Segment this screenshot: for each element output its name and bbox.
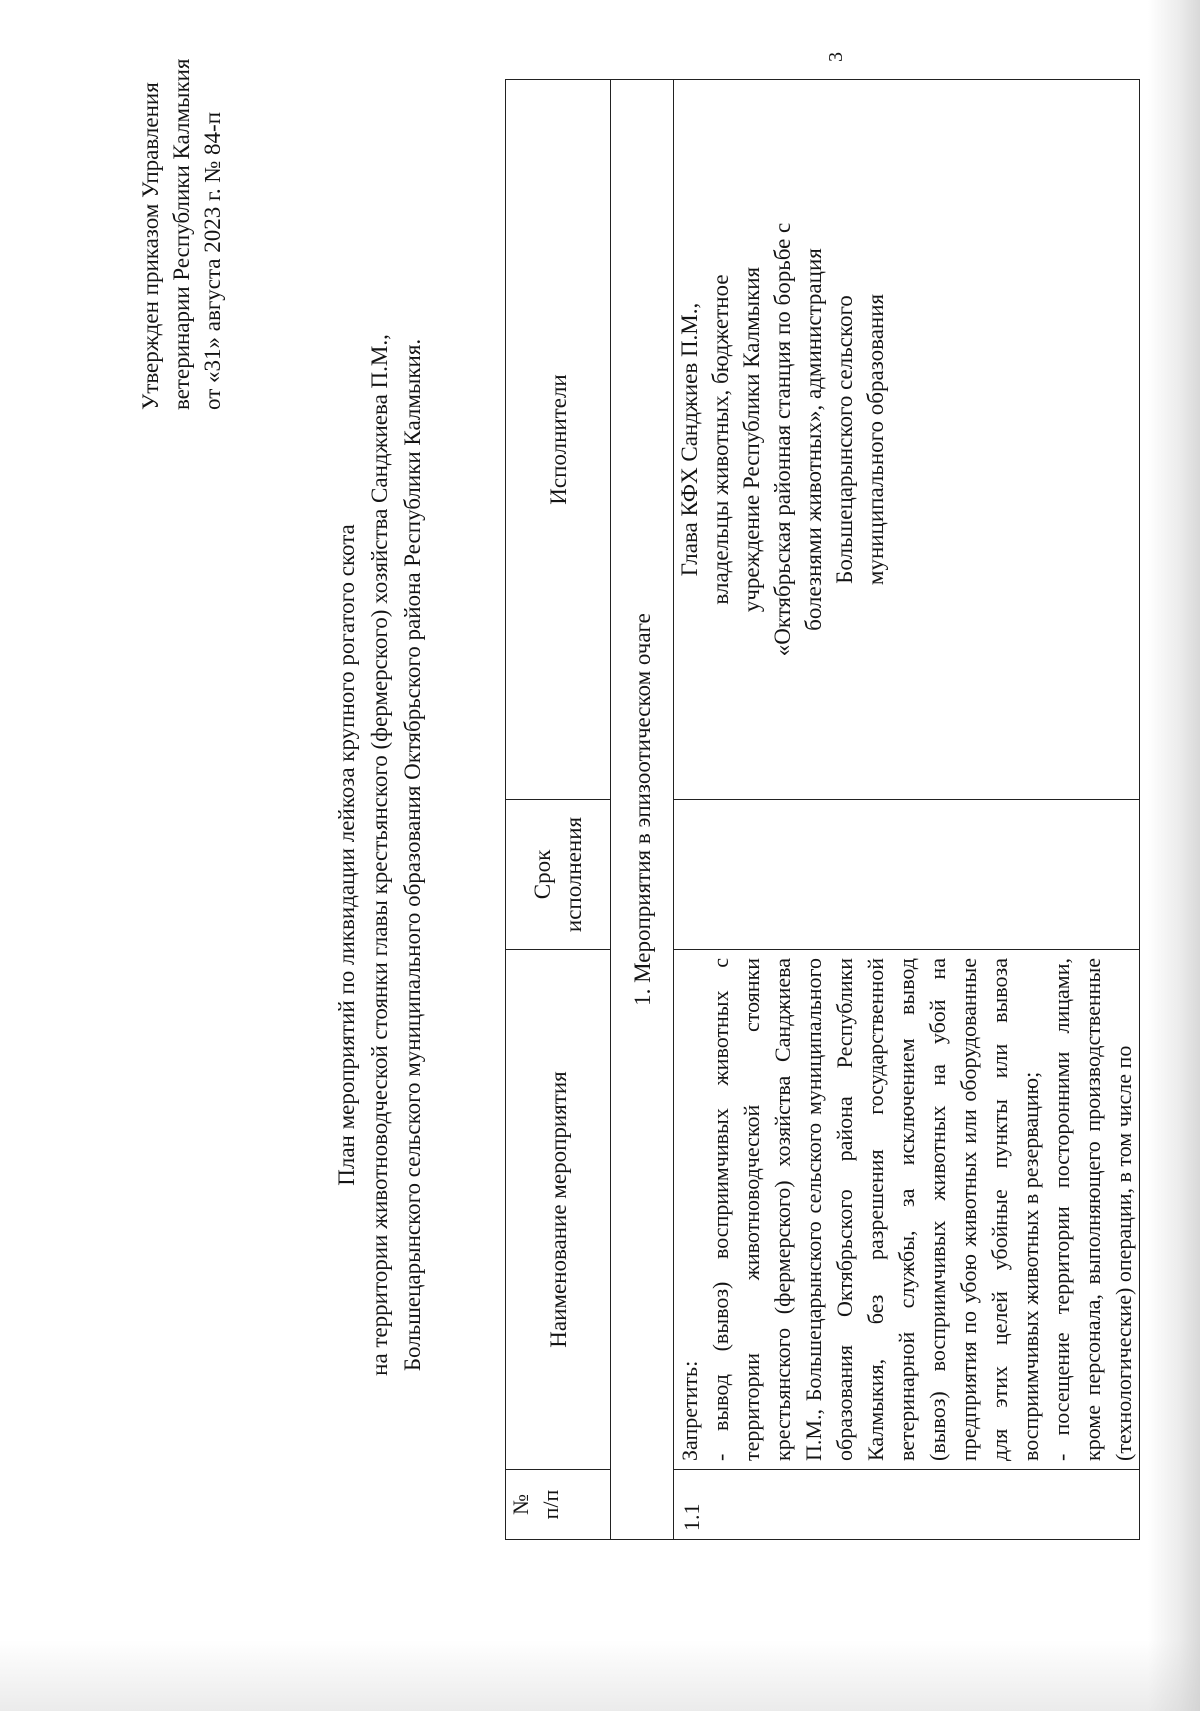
executor-line: «Октябрьская районная станция по борьбе с (770, 222, 795, 657)
executor-line: владельцы животных, бюджетное (708, 274, 733, 605)
measure-line: - посещение территории посторонними лицами, кроме персонала, выполняющего производственные (технологические) операции, в том числе по (1049, 958, 1136, 1461)
measure-line: Запретить: (677, 1360, 702, 1461)
header-measure-name: Наименование мероприятия (506, 950, 611, 1470)
section-title: 1. Мероприятия в эпизоотическом очаге (611, 80, 674, 1540)
approval-line: ветеринарии Республики Калмыкия (169, 58, 194, 410)
term-cell (674, 800, 1140, 950)
executor-line: муниципального образования (863, 293, 888, 586)
executor-line: учреждение Республики Калмыкия (739, 266, 764, 613)
plan-title-line: Большецарынского сельского муниципального образования Октябрьского района Республики Калмыкия. (400, 338, 425, 1372)
rotated-document-content (25, 40, 1200, 1690)
header-executors: Исполнители (506, 80, 611, 800)
executor-line: Глава КФХ Санджиев П.М., (677, 302, 702, 577)
plan-title (330, 170, 429, 1540)
header-term: Срок исполнения (506, 800, 611, 950)
section-row (611, 80, 674, 1540)
row-number: 1.1 (674, 1470, 1140, 1540)
header-number-sign: № (508, 1494, 533, 1515)
measures-table (505, 79, 1140, 1540)
approval-line: от «31» августа 2023 г. № 84-п (200, 111, 225, 410)
header-number (506, 1470, 611, 1540)
header-number-abbr: п/п (538, 1489, 563, 1520)
executor-line: болезнями животных», администрация (801, 248, 826, 631)
table-row (674, 80, 1140, 1540)
executor-line: Большецарынского сельского (832, 295, 857, 584)
page-number: 3 (825, 52, 847, 62)
approval-stamp-text (135, 58, 228, 410)
executors-cell (674, 80, 1140, 800)
approval-line: Утвержден приказом Управления (138, 82, 163, 410)
plan-title-line: План мероприятий по ликвидации лейкоза крупного рогатого скота (334, 524, 359, 1186)
measure-description (674, 950, 1140, 1470)
measure-line: - вывод (вывоз) восприимчивых животных с территории животноводческой стоянки крестьянского (фермерского) хозяйства Санджиева П.М., Большецарынского сельского муниципального образования Октябрьского района Республики Калмыкия, без разрешения государственной ветеринарной службы, за исключением вывод (вывоз) восприимчивых животных на убой на предприятия по убою животных или оборудованные для этих целей убойные пункты или вывоза восприимчивых животных в резервацию; (708, 958, 1043, 1461)
table-header-row (506, 80, 611, 1540)
plan-title-line: на территории животноводческой стоянки главы крестьянского (фермерского) хозяйства Санджиева П.М., (367, 334, 392, 1376)
